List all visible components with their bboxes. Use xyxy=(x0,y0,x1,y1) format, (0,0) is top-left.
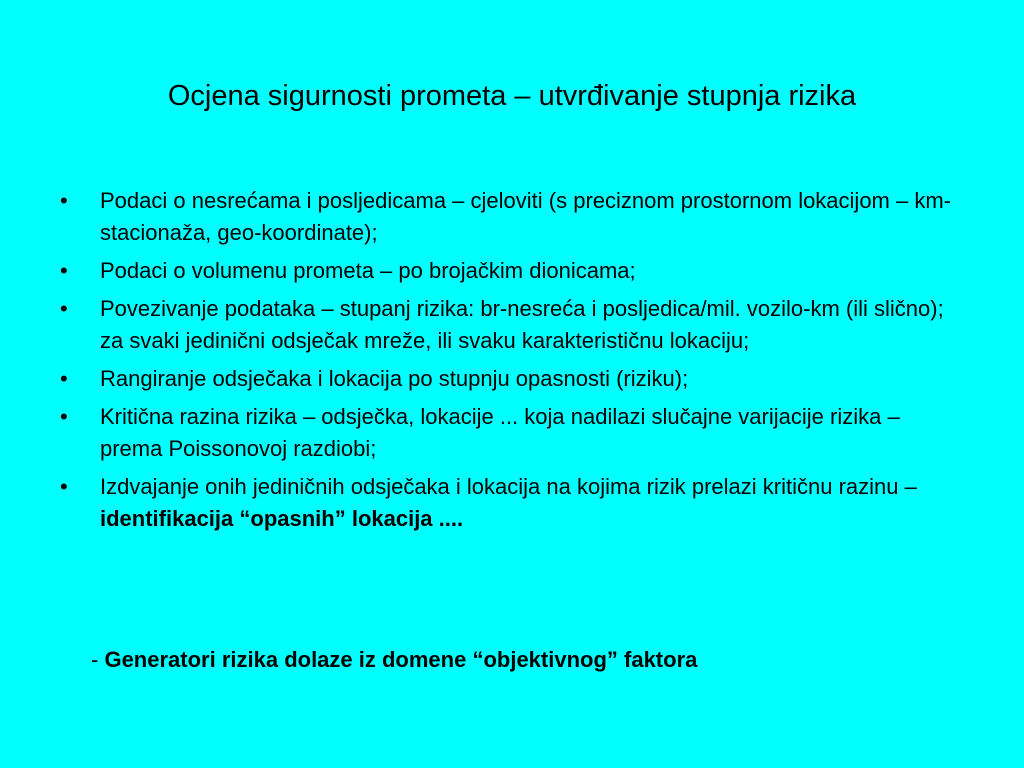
slide-title: Ocjena sigurnosti prometa – utvrđivanje stupnja rizika xyxy=(167,80,857,112)
bullet-text: Izdvajanje onih jediničnih odsječaka i lokacija na kojima rizik prelazi kritičnu razinu – xyxy=(100,474,917,499)
bullet-item xyxy=(56,255,966,287)
bullet-dot-icon: • xyxy=(60,188,68,213)
bullet-list xyxy=(56,185,966,541)
footer-bold-text: Generatori rizika dolaze iz domene “objektivnog” faktora xyxy=(104,647,698,672)
bullet-bold-text: identifikacija “opasnih” lokacija .... xyxy=(100,506,464,531)
bullet-text: Povezivanje podataka – stupanj rizika: br-nesreća i posljedica/mil. vozilo-km (ili slično); za svaki jedinični odsječak mreže, ili svaku karakterističnu lokaciju; xyxy=(100,296,944,353)
bullet-item xyxy=(56,401,966,465)
bullet-text: Podaci o nesrećama i posljedicama – cjeloviti (s preciznom prostornom lokacijom – km-stacionaža, geo-koordinate); xyxy=(100,188,951,245)
bullet-dot-icon: • xyxy=(60,258,68,283)
bullet-dot-icon: • xyxy=(60,296,68,321)
bullet-dot-icon: • xyxy=(60,404,68,429)
bullet-text: Kritična razina rizika – odsječka, lokacije ... koja nadilazi slučajne varijacije rizika – prema Poissonovoj razdiobi; xyxy=(100,404,900,461)
bullet-dot-icon: • xyxy=(60,474,68,499)
footer-dash: - xyxy=(91,647,105,672)
bullet-item xyxy=(56,471,966,535)
footer-statement xyxy=(91,644,697,676)
bullet-text: Rangiranje odsječaka i lokacija po stupnju opasnosti (riziku); xyxy=(100,366,689,391)
bullet-text: Podaci o volumenu prometa – po brojačkim dionicama; xyxy=(100,258,636,283)
bullet-item xyxy=(56,185,966,249)
bullet-item xyxy=(56,293,966,357)
bullet-item xyxy=(56,363,966,395)
bullet-dot-icon: • xyxy=(60,366,68,391)
